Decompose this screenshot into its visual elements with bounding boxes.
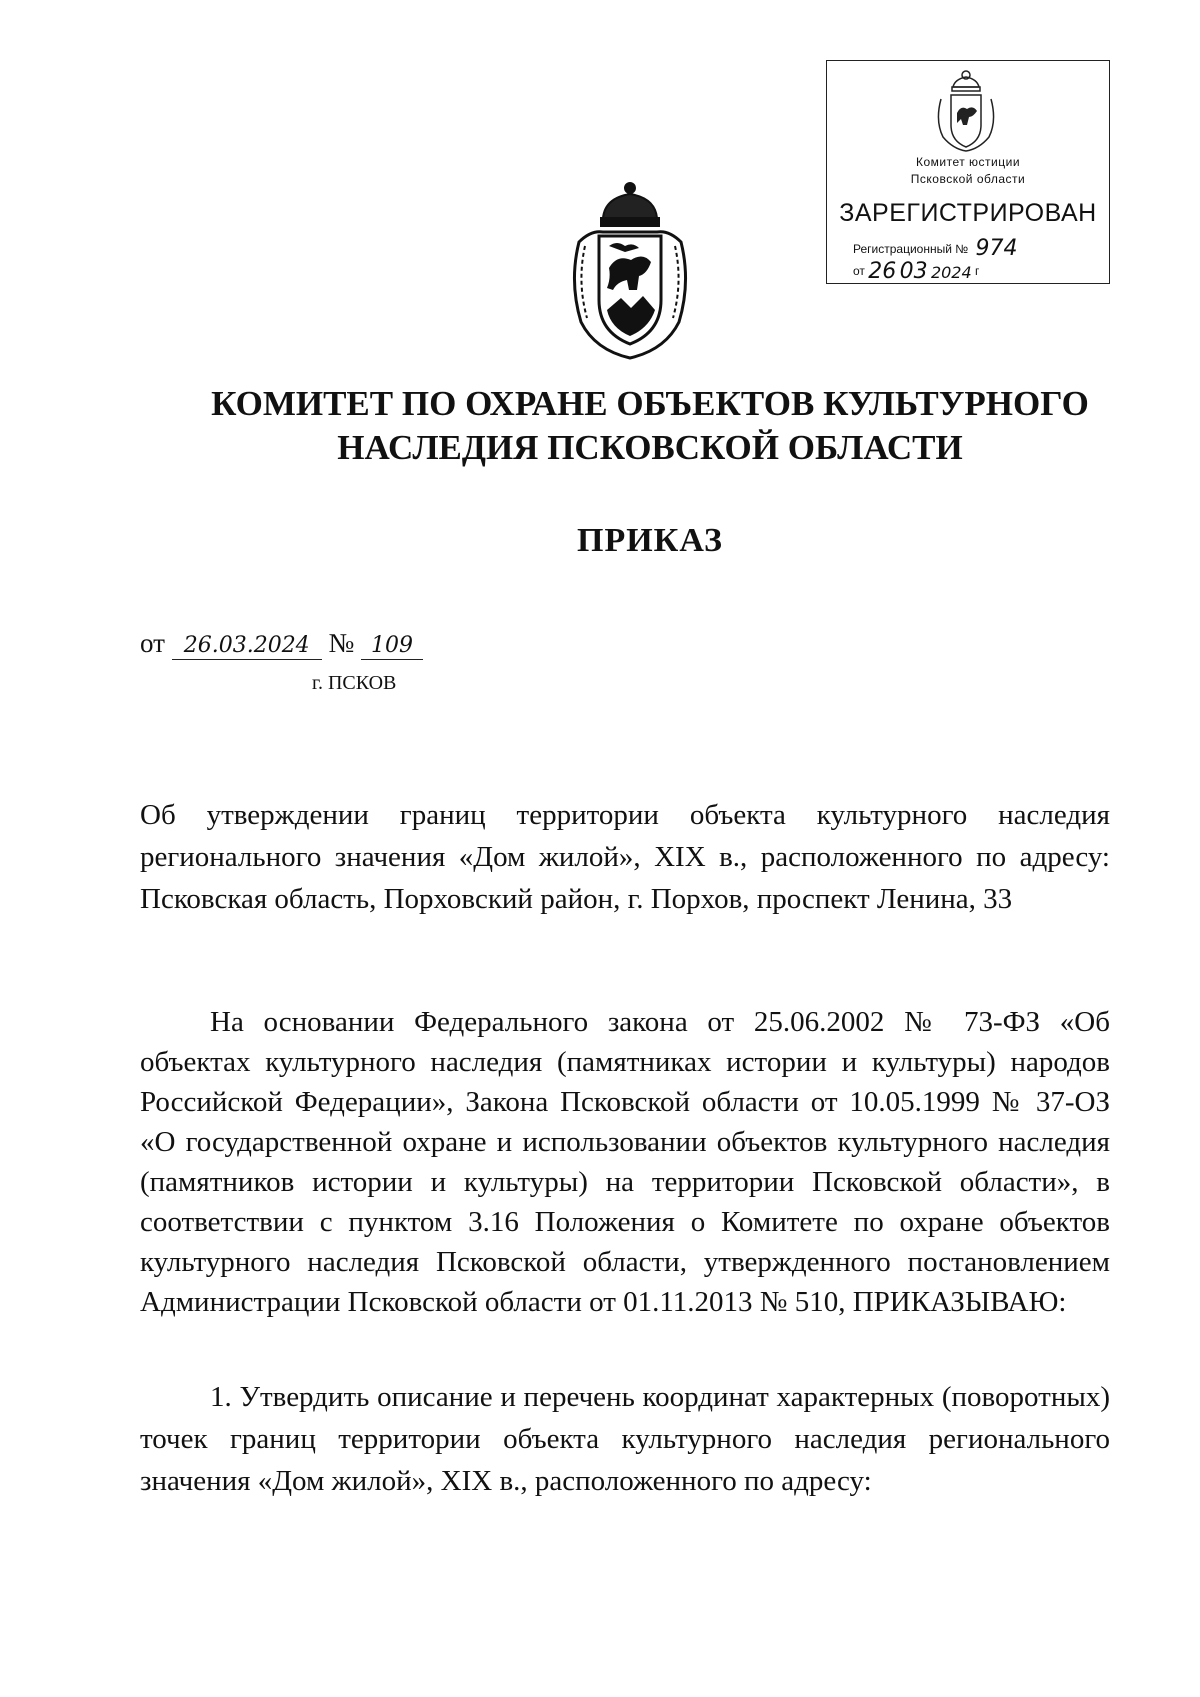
- stamp-authority-line: Комитет юстиции: [915, 155, 1021, 169]
- organization-name-line-2: НАСЛЕДИЯ ПСКОВСКОЙ ОБЛАСТИ: [337, 428, 963, 467]
- stamp-date-suffix: г: [975, 264, 980, 278]
- stamp-date-month: 03: [899, 259, 928, 284]
- order-date-handwritten: 26.03.2024: [172, 633, 322, 660]
- stamp-region-line: Псковской области: [910, 172, 1026, 186]
- order-item-1: 1. Утвердить описание и перечень координат характерных (поворотных) точек границ территории объекта культурного наследия регионального значения «Дом жилой», XIX в., расположенного по адресу:: [140, 1381, 1110, 1497]
- stamp-title: ЗАРЕГИСТРИРОВАН: [839, 199, 1097, 227]
- stamp-registration-label: Регистрационный №: [853, 242, 969, 256]
- stamp-date-row: [853, 259, 979, 284]
- stamp-date-year: 2024: [930, 263, 972, 282]
- organization-name: [100, 382, 1200, 470]
- order-date-number-line: [140, 628, 423, 660]
- coat-of-arms-icon: [933, 69, 999, 153]
- stamp-date-day: 26: [868, 259, 897, 284]
- body-paragraph: На основании Федерального закона от 25.06.2002 № 73-ФЗ «Об объектах культурного наследия (памятниках истории и культуры) народов Российской Федерации», Закона Псковской области от 10.05.1999 № 37-ОЗ «О государственной охране и использовании объектов культурного наследия (памятников истории и культуры) на территории Псковской области», в соответствии с пунктом 3.16 Положения о Комитете по охране объектов культурного наследия Псковской области, утвержденного постановлением Администрации Псковской области от 01.11.2013 № 510, ПРИКАЗЫВАЮ:: [140, 1006, 1110, 1318]
- order-subject: Об утверждении границ территории объекта культурного наследия регионального значения «Дом жилой», XIX в., расположенного по адресу: Псковская область, Порховский район, г. Порхов, проспект Ленина, 33: [140, 799, 1110, 915]
- coat-of-arms-icon: [565, 182, 695, 362]
- city-label: г. ПСКОВ: [312, 672, 397, 694]
- organization-name-line-1: КОМИТЕТ ПО ОХРАНЕ ОБЪЕКТОВ КУЛЬТУРНОГО: [211, 384, 1089, 423]
- stamp-registration-number: 974: [975, 236, 1018, 261]
- stamp-date-prefix: от: [853, 264, 865, 278]
- number-sign: №: [328, 628, 355, 658]
- registration-stamp: [826, 60, 1110, 284]
- stamp-registration-row: [853, 236, 1017, 261]
- date-prefix: от: [140, 628, 165, 658]
- document-type-title: ПРИКАЗ: [577, 522, 723, 559]
- order-number-handwritten: 109: [361, 633, 423, 660]
